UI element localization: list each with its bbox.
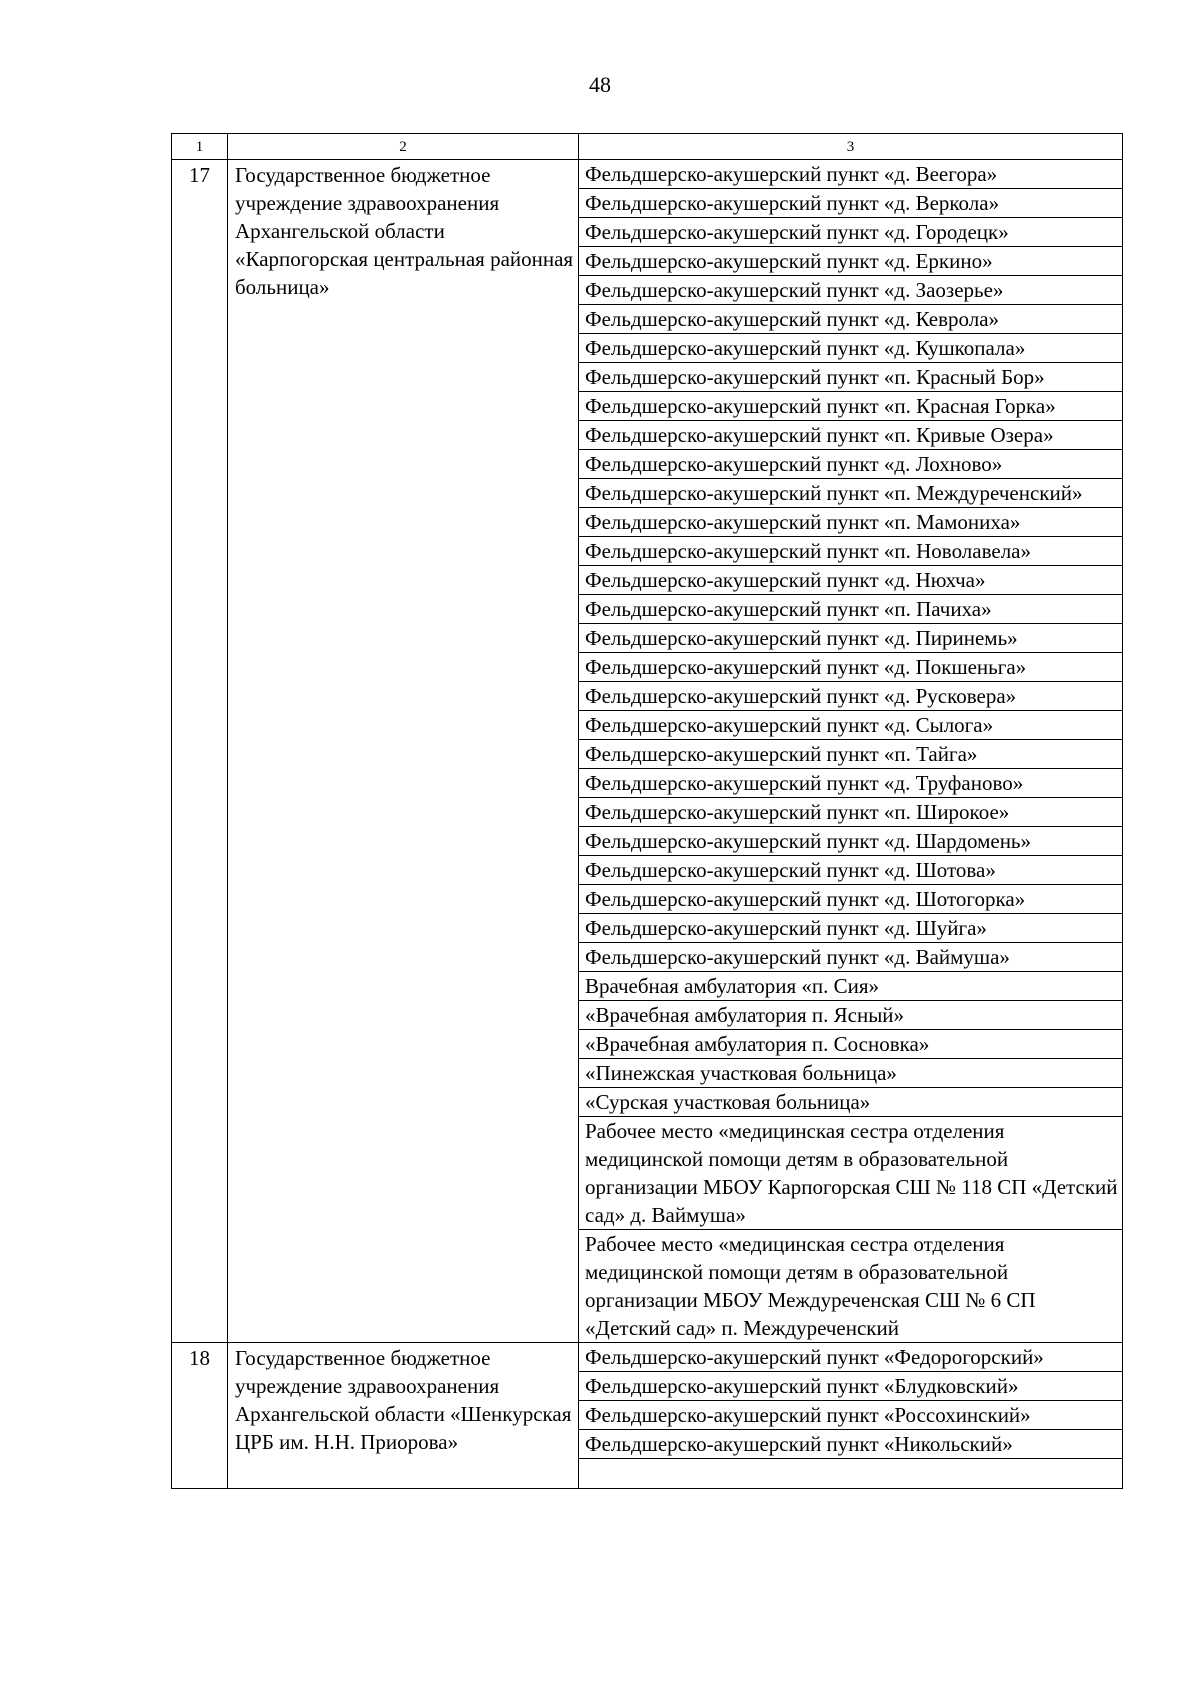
- unit-name: Фельдшерско-акушерский пункт «д. Шардомень»: [579, 827, 1123, 856]
- row-number: 18: [172, 1343, 228, 1489]
- page-number: 48: [589, 72, 611, 97]
- facilities-table: [171, 133, 1123, 1489]
- unit-name: Фельдшерско-акушерский пункт «п. Мамониха»: [579, 508, 1123, 537]
- header-col-3: 3: [579, 134, 1123, 160]
- empty-cell: [579, 1459, 1123, 1489]
- organization-name: Государственное бюджетное учреждение здравоохранения Архангельской области «Шенкурская ЦРБ им. Н.Н. Приорова»: [228, 1343, 579, 1489]
- unit-name: Фельдшерско-акушерский пункт «Никольский»: [579, 1430, 1123, 1459]
- unit-name: Фельдшерско-акушерский пункт «д. Лохново»: [579, 450, 1123, 479]
- unit-name: Фельдшерско-акушерский пункт «д. Пиринемь»: [579, 624, 1123, 653]
- unit-name: Фельдшерско-акушерский пункт «д. Русковера»: [579, 682, 1123, 711]
- unit-name: Фельдшерско-акушерский пункт «д. Ваймуша»: [579, 943, 1123, 972]
- table-header-row: [172, 134, 1123, 160]
- unit-name: Фельдшерско-акушерский пункт «д. Шотова»: [579, 856, 1123, 885]
- unit-name: Фельдшерско-акушерский пункт «п. Красный Бор»: [579, 363, 1123, 392]
- table-row: [172, 1343, 1123, 1372]
- unit-name: Фельдшерско-акушерский пункт «п. Междуреченский»: [579, 479, 1123, 508]
- row-number: 17: [172, 160, 228, 1343]
- unit-name: Фельдшерско-акушерский пункт «д. Нюхча»: [579, 566, 1123, 595]
- unit-name: Фельдшерско-акушерский пункт «д. Кушкопала»: [579, 334, 1123, 363]
- header-col-1: 1: [172, 134, 228, 160]
- unit-name: Врачебная амбулатория «п. Сия»: [579, 972, 1123, 1001]
- organization-name: Государственное бюджетное учреждение здравоохранения Архангельской области «Карпогорская центральная районная больница»: [228, 160, 579, 1343]
- unit-name: Фельдшерско-акушерский пункт «д. Заозерье»: [579, 276, 1123, 305]
- header-col-2: 2: [228, 134, 579, 160]
- unit-name: Фельдшерско-акушерский пункт «п. Кривые Озера»: [579, 421, 1123, 450]
- unit-name: Фельдшерско-акушерский пункт «п. Широкое»: [579, 798, 1123, 827]
- unit-name: Фельдшерско-акушерский пункт «Россохинский»: [579, 1401, 1123, 1430]
- unit-name: Фельдшерско-акушерский пункт «д. Еркино»: [579, 247, 1123, 276]
- unit-name: Фельдшерско-акушерский пункт «п. Красная Горка»: [579, 392, 1123, 421]
- unit-name: «Врачебная амбулатория п. Ясный»: [579, 1001, 1123, 1030]
- unit-name: Фельдшерско-акушерский пункт «д. Веегора»: [579, 160, 1123, 189]
- table-row: [172, 160, 1123, 189]
- unit-name: Фельдшерско-акушерский пункт «д. Кеврола»: [579, 305, 1123, 334]
- unit-name: Фельдшерско-акушерский пункт «Блудковский»: [579, 1372, 1123, 1401]
- unit-name: Фельдшерско-акушерский пункт «д. Городецк»: [579, 218, 1123, 247]
- unit-name: Фельдшерско-акушерский пункт «д. Труфаново»: [579, 769, 1123, 798]
- unit-name: Фельдшерско-акушерский пункт «п. Новолавела»: [579, 537, 1123, 566]
- unit-name: Фельдшерско-акушерский пункт «д. Веркола»: [579, 189, 1123, 218]
- unit-name: Фельдшерско-акушерский пункт «д. Покшеньга»: [579, 653, 1123, 682]
- unit-name: Рабочее место «медицинская сестра отделения медицинской помощи детям в образовательной организации МБОУ Карпогорская СШ № 118 СП «Детский сад» д. Ваймуша»: [579, 1117, 1123, 1230]
- unit-name: Рабочее место «медицинская сестра отделения медицинской помощи детям в образовательной организации МБОУ Междуреченская СШ № 6 СП «Детский сад» п. Междуреченский: [579, 1230, 1123, 1343]
- unit-name: Фельдшерско-акушерский пункт «п. Пачиха»: [579, 595, 1123, 624]
- unit-name: «Сурская участковая больница»: [579, 1088, 1123, 1117]
- unit-name: «Пинежская участковая больница»: [579, 1059, 1123, 1088]
- unit-name: «Врачебная амбулатория п. Сосновка»: [579, 1030, 1123, 1059]
- unit-name: Фельдшерско-акушерский пункт «п. Тайга»: [579, 740, 1123, 769]
- unit-name: Фельдшерско-акушерский пункт «Федорогорский»: [579, 1343, 1123, 1372]
- unit-name: Фельдшерско-акушерский пункт «д. Шуйга»: [579, 914, 1123, 943]
- unit-name: Фельдшерско-акушерский пункт «д. Шотогорка»: [579, 885, 1123, 914]
- unit-name: Фельдшерско-акушерский пункт «д. Сылога»: [579, 711, 1123, 740]
